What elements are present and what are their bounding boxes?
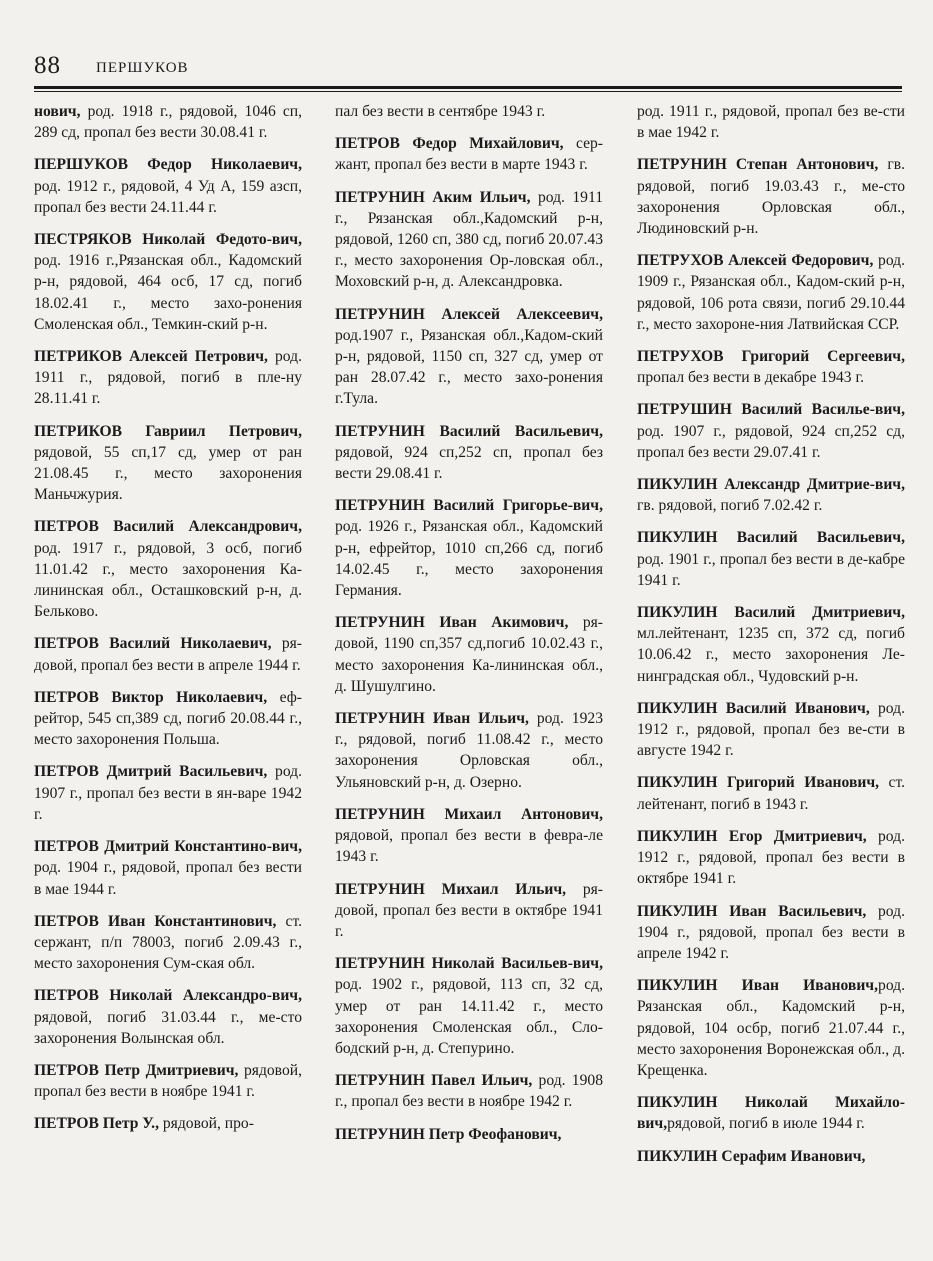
record-details: ря-довой, пропал без вести в апреле 1944 г. bbox=[34, 635, 302, 674]
record-entry bbox=[637, 975, 905, 1081]
record-name: ПЕТРУНИН Василий Григорье-вич, bbox=[335, 497, 603, 515]
record-name: ПЕТРУНИН Павел Ильич, bbox=[335, 1072, 533, 1090]
record-name: ПИКУЛИН Василий Дмитриевич, bbox=[637, 604, 905, 622]
record-name: ПЕТРУНИН Михаил Антонович, bbox=[335, 805, 603, 823]
record-entry bbox=[34, 1060, 302, 1102]
record-entry bbox=[34, 346, 302, 410]
record-details: род. Рязанская обл., Кадомский р-н, рядовой, 104 осбр, погиб 21.07.44 г., место захоронения Воронежская обл., д. Крещенка. bbox=[637, 977, 905, 1079]
record-details: род. 1912 г., рядовой, пропал без ве-сти в августе 1942 г. bbox=[637, 699, 905, 760]
record-details: род. 1904 г., рядовой, пропал без вести в мае 1944 г. bbox=[34, 859, 302, 898]
record-name: ПЕТРОВ Дмитрий Константино-вич, bbox=[34, 838, 302, 856]
record-details: ст. лейтенант, погиб в 1943 г. bbox=[637, 774, 905, 813]
record-name: нович, bbox=[34, 103, 81, 120]
record-details: еф-рейтор, 545 сп,389 сд, погиб 20.08.44 г., место захоронения Польша. bbox=[34, 688, 302, 749]
record-entry bbox=[34, 633, 302, 675]
record-details: ря-довой, пропал без вести в октябре 1941 г. bbox=[335, 880, 603, 940]
record-name: ПЕСТРЯКОВ Николай Федото-вич, bbox=[34, 231, 302, 249]
record-name: ПЕТРУНИН Иван Ильич, bbox=[335, 710, 529, 728]
record-name: ПИКУЛИН Василий Васильевич, bbox=[637, 529, 905, 547]
record-name: ПЕТРИКОВ Алексей Петрович, bbox=[34, 348, 268, 366]
header-rule-thin bbox=[34, 91, 902, 92]
record-details: род. 1918 г., рядовой, 1046 сп, 289 сд, пропал без вести 30.08.41 г. bbox=[34, 103, 302, 142]
record-entry bbox=[637, 602, 905, 687]
record-entry bbox=[637, 901, 905, 965]
record-name: ПИКУЛИН Егор Дмитриевич, bbox=[637, 827, 867, 845]
record-name: ПЕТРУНИН Николай Васильев-вич, bbox=[335, 955, 603, 973]
record-entry bbox=[335, 101, 603, 122]
record-entry bbox=[34, 516, 302, 622]
record-details: гв. рядовой, погиб 19.03.43 г., ме-сто захоронения Орловская обл., Людиновский р-н. bbox=[637, 156, 905, 238]
record-details: мл.лейтенант, 1235 сп, 372 сд, погиб 10.06.42 г., место захоронения Ле-нинградская обл., Чудовский р-н. bbox=[637, 625, 905, 685]
record-entry bbox=[335, 187, 603, 293]
record-name: ПЕТРОВ Дмитрий Васильевич, bbox=[34, 763, 268, 781]
record-entry bbox=[34, 154, 302, 218]
record-entry bbox=[335, 612, 603, 697]
record-name: ПЕРШУКОВ Федор Николаевич, bbox=[34, 156, 302, 174]
record-details: род. 1908 г., пропал без вести в ноябре 1942 г. bbox=[335, 1072, 603, 1111]
record-name: ПЕТРУШИН Василий Василье-вич, bbox=[637, 401, 905, 419]
record-details: рядовой, погиб в июле 1944 г. bbox=[667, 1115, 865, 1133]
record-details: род. 1916 г.,Рязанская обл., Кадомский р-н, рядовой, 464 осб, 17 сд, погиб 18.02.41 г., место захо-ронения Смоленская обл., Темкин-ский р-н. bbox=[34, 252, 302, 333]
record-name: ПЕТРУНИН Аким Ильич, bbox=[335, 188, 531, 206]
record-details: род. 1917 г., рядовой, 3 осб, погиб 11.01.42 г., место захоронения Ка-лининская обл., Осташковский р-н, д. Бельково. bbox=[34, 539, 302, 621]
record-entry bbox=[637, 527, 905, 591]
record-details: ря-довой, 1190 сп,357 сд,погиб 10.02.43 г., место захоронения Ка-лининская обл., д. Шушулгино. bbox=[335, 614, 604, 695]
record-name: ПЕТРИКОВ Гавриил Петрович, bbox=[34, 422, 302, 440]
record-details: род. 1901 г., пропал без вести в де-кабре 1941 г. bbox=[637, 550, 905, 589]
record-entry bbox=[34, 101, 302, 143]
record-name: ПИКУЛИН Серафим Иванович, bbox=[637, 1147, 866, 1165]
record-entry bbox=[335, 953, 603, 1059]
record-entry bbox=[637, 101, 905, 143]
record-name: ПЕТРОВ Николай Александро-вич, bbox=[34, 987, 302, 1005]
record-details: род. 1911 г., рядовой, пропал без ве-сти в мае 1942 г. bbox=[637, 103, 905, 142]
record-name: ПЕТРОВ Федор Михайлович, bbox=[335, 135, 564, 153]
record-entry bbox=[637, 772, 905, 814]
record-name: ПЕТРУНИН Михаил Ильич, bbox=[335, 880, 567, 898]
record-entry bbox=[637, 399, 905, 463]
record-details: род. 1902 г., рядовой, 113 сп, 32 сд, умер от ран 14.11.42 г., место захоронения Смоленская обл., Сло-бодский р-н, д. Степурино. bbox=[335, 976, 603, 1057]
record-details: рядовой, 924 сп,252 сп, пропал без вести 29.08.41 г. bbox=[335, 443, 603, 483]
record-details: род. 1923 г., рядовой, погиб 11.08.42 г., место захоронения Орловская обл., Ульяновский р-н, д. Озерно. bbox=[335, 710, 603, 791]
record-details: рядовой, пропал без вести в февра-ле 1943 г. bbox=[335, 827, 603, 866]
record-name: ПИКУЛИН Василий Иванович, bbox=[637, 699, 870, 717]
page-header bbox=[34, 46, 902, 90]
record-entry bbox=[335, 304, 603, 410]
running-title: ПЕРШУКОВ bbox=[96, 60, 189, 76]
record-name: ПЕТРУНИН Степан Антонович, bbox=[637, 156, 879, 174]
record-details: род. 1926 г., Рязанская обл., Кадомский р-н, ефрейтор, 1010 сп,266 сд, погиб 14.02.45 г., место захоронения Германия. bbox=[335, 518, 603, 600]
record-details: рядовой, пропал без вести в ноябре 1941 г. bbox=[34, 1061, 302, 1101]
record-entry bbox=[34, 985, 302, 1049]
record-details: род. 1907 г., пропал без вести в ян-варе 1942 г. bbox=[34, 763, 302, 823]
record-details: род. 1912 г., рядовой, пропал без вести в октябре 1941 г. bbox=[637, 827, 905, 888]
record-name: ПЕТРУНИН Петр Феофанович, bbox=[335, 1125, 562, 1143]
record-entry bbox=[34, 421, 302, 506]
record-entry bbox=[637, 474, 905, 516]
record-name: ПЕТРУНИН Алексей Алексеевич, bbox=[335, 305, 603, 323]
record-name: ПЕТРОВ Виктор Николаевич, bbox=[34, 688, 268, 706]
record-entry bbox=[637, 346, 905, 388]
record-name: ПИКУЛИН Григорий Иванович, bbox=[637, 774, 880, 792]
record-name: ПИКУЛИН Иван Васильевич, bbox=[637, 902, 867, 920]
record-entry bbox=[34, 687, 302, 751]
record-name: ПЕТРОВ Петр У., bbox=[34, 1115, 159, 1133]
record-entry bbox=[34, 761, 302, 825]
record-name: ПЕТРОВ Василий Николаевич, bbox=[34, 635, 272, 653]
record-name: ПЕТРУНИН Иван Акимович, bbox=[335, 614, 569, 632]
record-name: ПИКУЛИН Александр Дмитрие-вич, bbox=[637, 476, 905, 494]
record-details: рядовой, погиб 31.03.44 г., ме-сто захоронения Волынская обл. bbox=[34, 1008, 302, 1047]
record-entry bbox=[335, 804, 603, 868]
record-entry bbox=[637, 826, 905, 890]
record-entry bbox=[335, 421, 603, 485]
record-name: ПЕТРУХОВ Григорий Сергеевич, bbox=[637, 348, 905, 366]
record-entry bbox=[335, 133, 603, 175]
record-details: род.1907 г., Рязанская обл.,Кадом-ский р-н, рядовой, 1150 сп, 327 сд, умер от ран 28.07.42 г., место захо-ронения г.Тула. bbox=[335, 326, 603, 408]
record-entry bbox=[637, 1146, 905, 1167]
text-column-3 bbox=[637, 101, 905, 1178]
record-details: род. 1912 г., рядовой, 4 Уд А, 159 азсп, пропал без вести 24.11.44 г. bbox=[34, 177, 302, 216]
record-name: ПЕТРУХОВ Алексей Федорович, bbox=[637, 252, 874, 270]
record-name: ПЕТРОВ Василий Александрович, bbox=[34, 518, 302, 536]
record-entry bbox=[335, 1070, 603, 1112]
record-name: ПИКУЛИН Николай Михайло-вич, bbox=[637, 1094, 905, 1133]
record-entry bbox=[34, 1113, 302, 1134]
record-entry bbox=[637, 1092, 905, 1134]
record-details: сер-жант, пропал без вести в марте 1943 г. bbox=[335, 135, 603, 174]
record-name: ПЕТРОВ Иван Константинович, bbox=[34, 912, 277, 930]
text-column-1 bbox=[34, 101, 302, 1146]
record-details: род. 1911 г., Рязанская обл.,Кадомский р-н, рядовой, 1260 сп, 380 сд, погиб 20.07.43 г., место захоронения Ор-ловская обл., Моховский р-н, д. Александровка. bbox=[335, 188, 603, 291]
record-details: род. 1907 г., рядовой, 924 сп,252 сд, пропал без вести 29.07.41 г. bbox=[637, 422, 905, 461]
record-entry bbox=[335, 495, 603, 601]
record-entry bbox=[335, 708, 603, 793]
record-entry bbox=[335, 1124, 603, 1145]
record-details: гв. рядовой, погиб 7.02.42 г. bbox=[637, 497, 823, 515]
record-entry bbox=[637, 698, 905, 762]
record-name: ПИКУЛИН Иван Иванович, bbox=[637, 977, 879, 995]
record-details: пропал без вести в декабре 1943 г. bbox=[637, 369, 865, 387]
record-details: пал без вести в сентябре 1943 г. bbox=[335, 103, 546, 120]
record-details: ст. сержант, п/п 78003, погиб 2.09.43 г., место захоронения Сум-ская обл. bbox=[34, 912, 302, 973]
header-rule-thick bbox=[34, 86, 902, 89]
record-entry bbox=[637, 250, 905, 335]
record-entry bbox=[335, 879, 603, 943]
record-name: ПЕТРУНИН Василий Васильевич, bbox=[335, 422, 603, 440]
record-details: род. 1909 г., Рязанская обл., Кадом-ский р-н, рядовой, 106 рота связи, погиб 29.10.44 г., место захороне-ния Латвийская ССР. bbox=[637, 252, 905, 333]
record-details: род. 1904 г., рядовой, пропал без вести в апреле 1942 г. bbox=[637, 902, 905, 962]
record-entry bbox=[34, 911, 302, 975]
record-entry bbox=[34, 229, 302, 335]
record-details: рядовой, 55 сп,17 сд, умер от ран 21.08.45 г., место захоронения Маньчжурия. bbox=[34, 443, 302, 504]
page-number: 88 bbox=[34, 52, 61, 79]
record-entry bbox=[637, 154, 905, 239]
record-details: рядовой, про- bbox=[158, 1115, 254, 1133]
record-details: род. 1911 г., рядовой, погиб в пле-ну 28.11.41 г. bbox=[34, 348, 302, 408]
record-name: ПЕТРОВ Петр Дмитриевич, bbox=[34, 1061, 239, 1079]
record-entry bbox=[34, 836, 302, 900]
text-column-2 bbox=[335, 101, 603, 1156]
